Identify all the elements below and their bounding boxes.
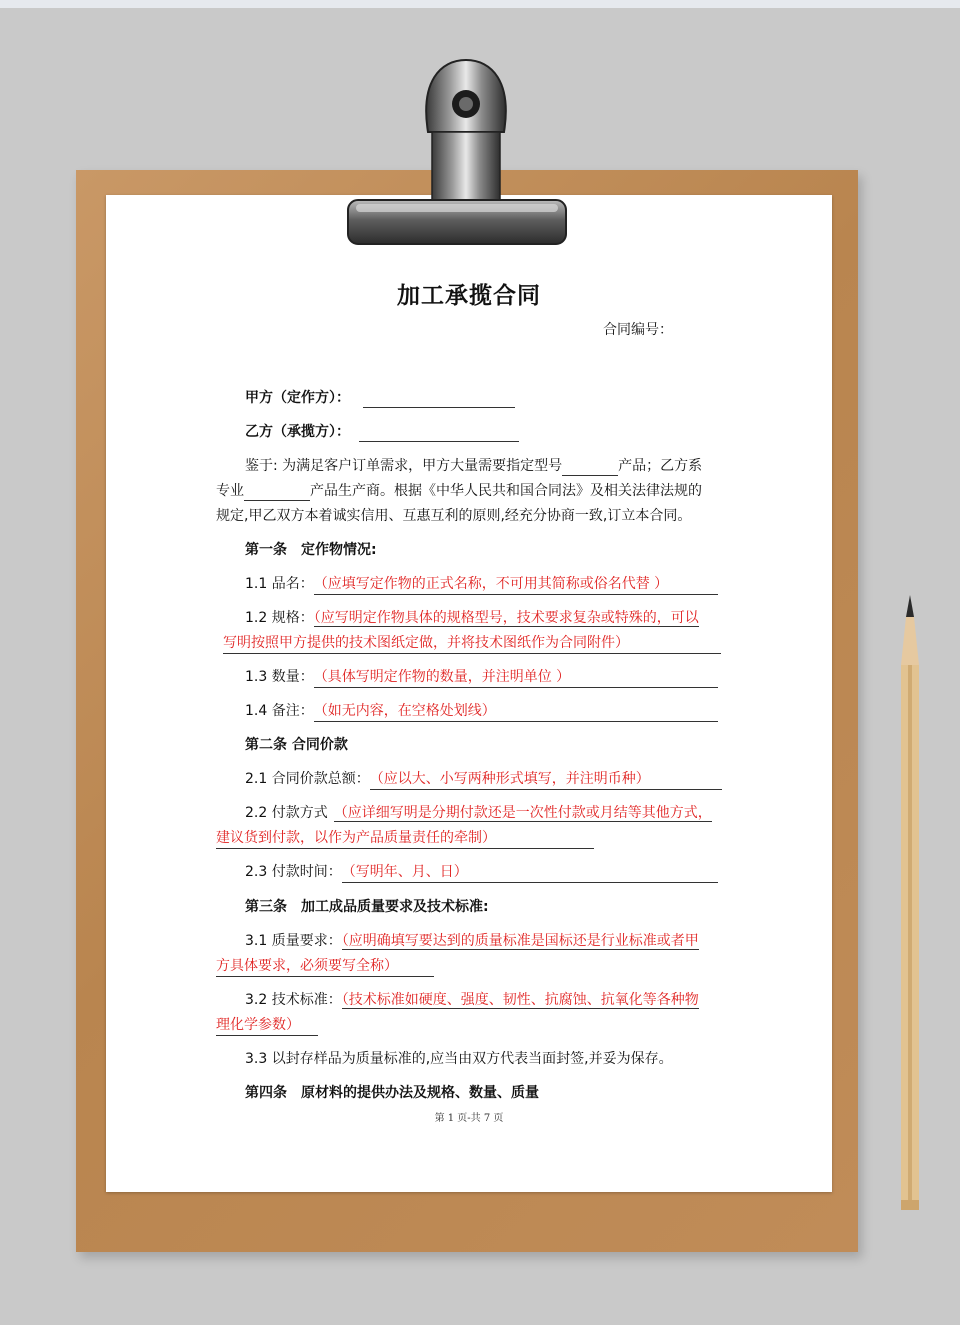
section-1-heading: 第一条 定作物情况: bbox=[245, 542, 377, 558]
item-1-4-label: 1.4 备注： bbox=[245, 703, 314, 719]
item-2-2-hint-1[interactable]: （应详细写明是分期付款还是一次性付款或月结等其他方式， bbox=[333, 805, 712, 821]
item-2-2-label: 2.2 付款方式 bbox=[245, 805, 328, 821]
item-1-2-hint-1[interactable]: （应写明定作物具体的规格型号，技术要求复杂或特殊的，可以 bbox=[313, 610, 699, 626]
item-3-1 bbox=[245, 931, 699, 951]
item-1-1 bbox=[245, 574, 721, 595]
contract-number-label: 合同编号： bbox=[603, 322, 673, 338]
top-strip bbox=[0, 0, 960, 8]
item-2-2-cont bbox=[216, 828, 594, 849]
party-b-row bbox=[245, 422, 519, 442]
party-a-blank[interactable] bbox=[363, 391, 515, 408]
item-1-3-hint[interactable]: （具体写明定作物的数量，并注明单位 ） bbox=[314, 667, 718, 688]
item-1-1-label: 1.1 品名： bbox=[245, 576, 314, 592]
preamble-line-1 bbox=[245, 456, 702, 476]
contract-document bbox=[106, 195, 832, 1192]
item-1-3 bbox=[245, 667, 718, 688]
document-title: 加工承揽合同 bbox=[397, 283, 541, 309]
item-3-2-cont bbox=[216, 1015, 318, 1036]
item-2-2 bbox=[245, 803, 712, 823]
item-3-2-label: 3.2 技术标准： bbox=[245, 992, 342, 1008]
preamble-text-2b: 产品生产商。根据《中华人民共和国合同法》及相关法律法规的 bbox=[310, 483, 702, 499]
item-2-3-hint[interactable]: （写明年、月、日） bbox=[342, 862, 718, 883]
item-3-2-hint-1[interactable]: （技术标准如硬度、强度、韧性、抗腐蚀、抗氧化等各种物 bbox=[341, 992, 699, 1008]
item-3-2 bbox=[245, 990, 699, 1010]
preamble-text-2a: 专业 bbox=[216, 483, 244, 499]
item-1-2 bbox=[245, 608, 699, 628]
item-2-3-label: 2.3 付款时间： bbox=[245, 864, 342, 880]
preamble-line-3: 规定,甲乙双方本着诚实信用、互惠互利的原则,经充分协商一致,订立本合同。 bbox=[216, 508, 692, 524]
item-2-1-hint[interactable]: （应以大、小写两种形式填写，并注明币种） bbox=[370, 769, 722, 790]
item-3-1-cont bbox=[216, 956, 434, 977]
item-2-3 bbox=[245, 862, 718, 883]
preamble-line-2 bbox=[216, 481, 702, 501]
item-1-1-hint[interactable]: （应填写定作物的正式名称，不可用其简称或俗名代替 ） bbox=[314, 574, 718, 595]
page-footer: 第 1 页-共 7 页 bbox=[434, 1113, 504, 1124]
item-3-1-label: 3.1 质量要求： bbox=[245, 933, 342, 949]
item-2-1 bbox=[245, 769, 722, 790]
item-2-2-hint-2[interactable]: 建议货到付款，以作为产品质量责任的牵制） bbox=[216, 828, 594, 849]
preamble-text-1a: 鉴于: 为满足客户订单需求，甲方大量需要指定型号 bbox=[245, 458, 563, 474]
item-3-2-hint-2[interactable]: 理化学参数） bbox=[216, 1015, 318, 1036]
pencil-icon bbox=[893, 595, 927, 1210]
item-1-3-label: 1.3 数量： bbox=[245, 669, 314, 685]
item-1-4-hint[interactable]: （如无内容，在空格处划线） bbox=[314, 701, 718, 722]
preamble-text-1b: 产品；乙方系 bbox=[618, 458, 703, 474]
model-blank[interactable] bbox=[562, 459, 618, 476]
party-b-blank[interactable] bbox=[359, 425, 519, 442]
item-3-1-hint-2[interactable]: 方具体要求，必须要写全称） bbox=[216, 956, 434, 977]
item-1-2-label: 1.2 规格： bbox=[245, 610, 314, 626]
item-3-3: 3.3 以封存样品为质量标准的,应当由双方代表当面封签,并妥为保存。 bbox=[245, 1051, 673, 1067]
party-a-row bbox=[245, 388, 515, 408]
item-1-2-hint-2[interactable]: 写明按照甲方提供的技术图纸定做，并将技术图纸作为合同附件） bbox=[223, 633, 721, 654]
item-1-4 bbox=[245, 701, 718, 722]
section-3-heading: 第三条 加工成品质量要求及技术标准: bbox=[245, 899, 489, 915]
section-2-heading: 第二条 合同价款 bbox=[245, 737, 348, 753]
product-blank[interactable] bbox=[244, 484, 310, 501]
item-2-1-label: 2.1 合同价款总额： bbox=[245, 771, 370, 787]
party-b-label: 乙方（承揽方）： bbox=[245, 424, 350, 440]
item-3-1-hint-1[interactable]: （应明确填写要达到的质量标准是国标还是行业标准或者甲 bbox=[341, 933, 699, 949]
item-1-2-cont bbox=[223, 633, 721, 654]
section-4-heading: 第四条 原材料的提供办法及规格、数量、质量 bbox=[245, 1085, 539, 1101]
party-a-label: 甲方（定作方）： bbox=[245, 390, 350, 406]
